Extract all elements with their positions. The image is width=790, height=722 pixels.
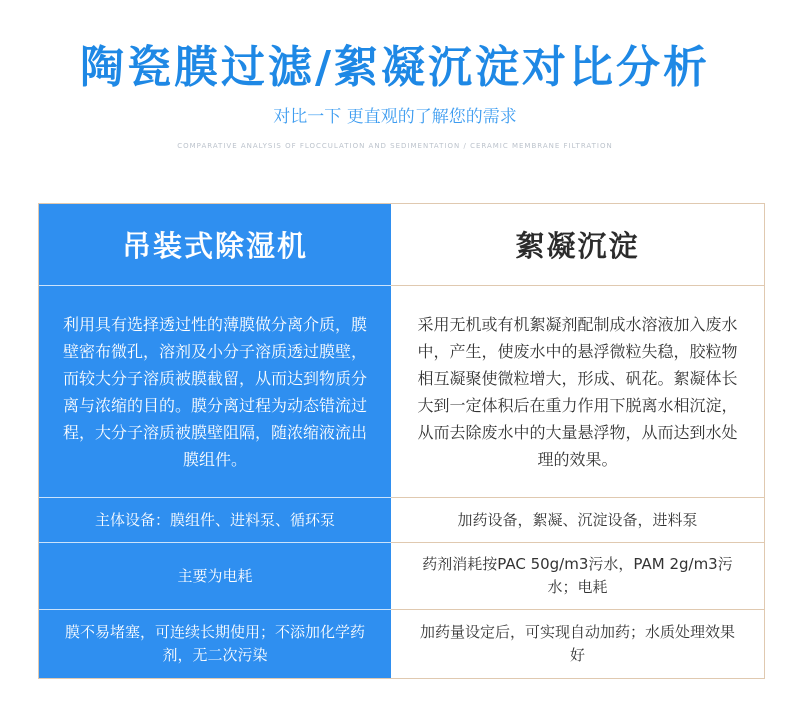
- right-cell-principle: 采用无机或有机絮凝剂配制成水溶液加入废水中，产生，使废水中的悬浮微粒失稳，胶粒物相互凝聚使微粒增大，形成、矾花。絮凝体长大到一定体积后在重力作用下脱离水相沉淀，从而去除废水中的大量悬浮物，从而达到水处理的效果。: [391, 286, 764, 498]
- comparison-table: [38, 203, 765, 679]
- right-column: [391, 204, 764, 678]
- left-column: [39, 204, 391, 678]
- english-tagline: COMPARATIVE ANALYSIS OF FLOCCULATION AND SEDIMENTATION / CERAMIC MEMBRANE FILTRATION: [177, 142, 613, 150]
- right-cell-equipment: 加药设备，絮凝、沉淀设备，进料泵: [391, 498, 764, 543]
- left-cell-consumption: 主要为电耗: [39, 543, 391, 610]
- left-cell-equipment: 主体设备：膜组件、进料泵、循环泵: [39, 498, 391, 543]
- right-cell-advantages: 加药量设定后，可实现自动加药；水质处理效果好: [419, 623, 735, 664]
- right-column-header: 絮凝沉淀: [391, 204, 764, 286]
- left-cell-advantages: 膜不易堵塞，可连续长期使用；不添加化学药剂，无二次污染: [64, 623, 365, 664]
- left-cell-principle: 利用具有选择透过性的薄膜做分离介质，膜壁密布微孔，溶剂及小分子溶质透过膜壁，而较大分子溶质被膜截留，从而达到物质分离与浓缩的目的。膜分离过程为动态错流过程，大分子溶质被膜壁阻隔，随浓缩液流出膜组件。: [39, 286, 391, 498]
- page-subtitle: 对比一下 更直观的了解您的需求: [273, 107, 517, 127]
- page-title: 陶瓷膜过滤/絮凝沉淀对比分析: [79, 42, 711, 93]
- left-column-header: 吊装式除湿机: [39, 204, 391, 286]
- right-cell-consumption: 药剂消耗按PAC 50g/m3污水，PAM 2g/m3污水；电耗: [391, 543, 764, 610]
